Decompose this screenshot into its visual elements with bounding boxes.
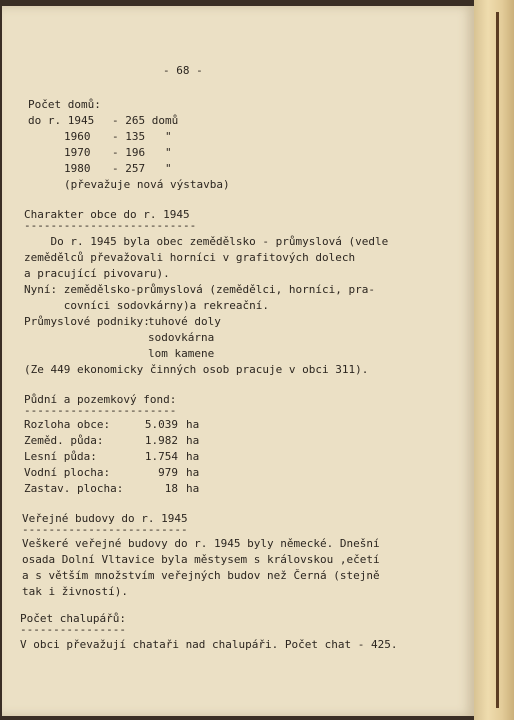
buildings-heading-underline: ------------------------- — [22, 523, 188, 536]
character-now-line: covníci sodovkárny)a rekreační. — [24, 299, 270, 312]
character-paragraph-line: Do r. 1945 byla obec zemědělsko - průmyslová (vedle — [24, 235, 389, 248]
land-row-unit: ha — [186, 434, 200, 447]
cottagers-line: V obci převažují chataři nad chalupáři. Počet chat - 425. — [20, 638, 398, 651]
houses-row-label: 1960 — [64, 130, 91, 143]
houses-heading: Počet domů: — [28, 98, 101, 111]
book-page-edges — [474, 0, 514, 720]
land-row-unit: ha — [186, 466, 200, 479]
land-row-unit: ha — [186, 450, 200, 463]
land-heading: Půdní a pozemkový fond: — [24, 393, 177, 406]
buildings-line: tak i živností). — [22, 585, 128, 598]
houses-row-label: do r. 1945 — [28, 114, 95, 127]
character-now-line: Nyní: zemědělsko-průmyslová (zemědělci, horníci, pra- — [24, 283, 375, 296]
land-row-value: 1.982 — [144, 434, 178, 447]
land-row-unit: ha — [186, 418, 200, 431]
houses-row-label: 1980 — [64, 162, 91, 175]
land-row-label: Rozloha obce: — [24, 418, 111, 431]
land-row-label: Zastav. plocha: — [24, 482, 124, 495]
buildings-line: osada Dolní Vltavice byla městysem s královskou ,ečetí — [22, 553, 380, 566]
document-page — [2, 6, 474, 716]
land-row-value: 5.039 — [144, 418, 178, 431]
character-paragraph-line: zemědělců převažovali horníci v grafitových dolech — [24, 251, 356, 264]
houses-row-value: - 135 " — [112, 130, 172, 143]
land-row-value: 1.754 — [144, 450, 178, 463]
industry-item: lom kamene — [148, 347, 215, 360]
cottagers-heading-underline: ---------------- — [20, 623, 126, 636]
land-row-value: 18 — [164, 482, 178, 495]
land-heading-underline: ----------------------- — [24, 404, 177, 417]
houses-row-label: 1970 — [64, 146, 91, 159]
houses-row-value: - 196 " — [112, 146, 172, 159]
industry-label: Průmyslové podniky: — [24, 315, 150, 328]
houses-note: (převažuje nová výstavba) — [64, 178, 230, 191]
character-paragraph-line: a pracující pivovaru). — [24, 267, 170, 280]
page-number: - 68 - — [163, 64, 203, 77]
industry-item: tuhové doly — [148, 315, 221, 328]
land-row-unit: ha — [186, 482, 200, 495]
character-heading: Charakter obce do r. 1945 — [24, 208, 190, 221]
character-heading-underline: -------------------------- — [24, 219, 197, 232]
buildings-line: a s větším množstvím veřejných budov než Černá (stejně — [22, 569, 380, 582]
houses-row-value: - 265 domů — [112, 114, 179, 127]
buildings-heading: Veřejné budovy do r. 1945 — [22, 512, 188, 525]
character-closing: (Ze 449 ekonomicky činných osob pracuje v obci 311). — [24, 363, 369, 376]
land-row-label: Zeměd. půda: — [24, 434, 104, 447]
land-row-label: Lesní půda: — [24, 450, 97, 463]
land-row-value: 979 — [158, 466, 178, 479]
land-row-label: Vodní plocha: — [24, 466, 111, 479]
industry-item: sodovkárna — [148, 331, 215, 344]
buildings-line: Veškeré veřejné budovy do r. 1945 byly německé. Dnešní — [22, 537, 380, 550]
houses-row-value: - 257 " — [112, 162, 172, 175]
book-binding-line — [496, 12, 499, 708]
cottagers-heading: Počet chalupářů: — [20, 612, 126, 625]
